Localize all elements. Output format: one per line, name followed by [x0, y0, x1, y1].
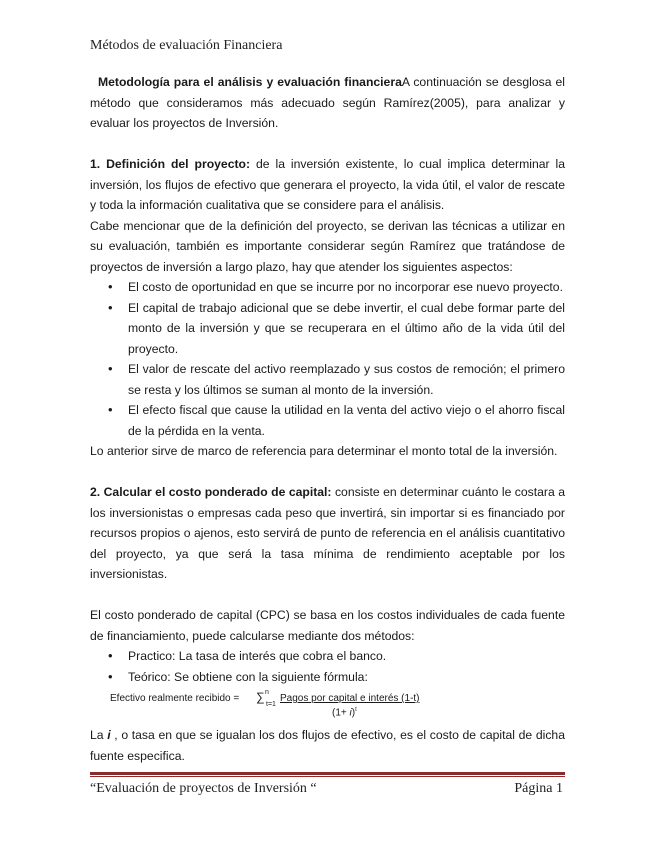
section2-heading: 2. Calcular el costo ponderado de capital: — [90, 485, 332, 499]
formula-denominator — [332, 700, 357, 724]
document-body — [90, 72, 565, 766]
section1-text: de la inversión existente, lo cual implica determinar la inversión, los flujos de efectivo que generara el proyecto, la vida útil, el valor de rescate y toda la información cualitativa que se considere para el análisis. — [90, 157, 566, 212]
list-item: • El valor de rescate del activo reemplazado y sus costos de remoción; el primero se resta y los últimos se suman al monto de la inversión. — [90, 359, 565, 400]
final-prefix: La — [90, 728, 108, 742]
sigma-upper-limit: n — [265, 689, 269, 696]
intro-heading: Metodología para el análisis y evaluación financiera — [98, 75, 402, 89]
list-item: • El costo de oportunidad en que se incurre por no incorporar ese nuevo proyecto. — [90, 277, 565, 298]
final-text: , o tasa en que se igualan los dos flujos de efectivo, es el costo de capital de dicha fuente especifica. — [90, 728, 565, 763]
section1-heading: 1. Definición del proyecto: — [90, 157, 251, 171]
section2-final-paragraph — [90, 725, 565, 766]
list-item: • Practico: La tasa de interés que cobra el banco. — [90, 646, 565, 667]
list-item: • Teórico: Se obtiene con la siguiente fórmula: — [90, 667, 565, 688]
section1-para2: Cabe mencionar que de la definición del proyecto, se derivan las técnicas a utilizar en su evaluación, también es importante considerar según Ramírez que tratándose de proyectos de inversión a largo plazo, hay que atender los siguientes aspectos: — [90, 218, 565, 274]
formula-label: Efectivo realmente recibido = — [110, 693, 240, 704]
formula-numerator: Pagos por capital e interés (1-t) — [280, 693, 420, 704]
denominator-close: ) — [351, 707, 356, 719]
page-header: Métodos de evaluación Financiera — [90, 38, 283, 53]
list-item: • El efecto fiscal que cause la utilidad en la venta del activo viejo o el ahorro fiscal de la pérdida en la venta. — [90, 400, 565, 441]
section2-para2: El costo ponderado de capital (CPC) se basa en los costos individuales de cada fuente de financiamiento, puede calcularse mediante dos métodos: — [90, 608, 565, 643]
sigma-lower-limit: t=1 — [266, 701, 276, 708]
section1-bullet-list — [90, 277, 565, 441]
section2-text: consiste en determinar cuánto le costara a los inversionistas o empresas cada peso que invertirá, sin importar si es financiado por recursos propios o ajenos, esto servirá de punto de referencia en el análisis cuantitativo del proyecto, ya que será la tasa mínima de rendimiento aceptable por los inversionistas. — [90, 485, 565, 581]
section2-bullet-list — [90, 646, 565, 687]
section1-paragraph — [90, 154, 565, 216]
denominator-variable: i — [349, 707, 352, 719]
footer-rule-thick — [90, 772, 565, 775]
footer-rule-thin — [90, 776, 565, 777]
intro-paragraph — [90, 72, 565, 134]
footer-title: “Evaluación de proyectos de Inversión “ — [90, 781, 317, 796]
section2-paragraph — [90, 482, 565, 585]
sigma-symbol: ∑ — [256, 690, 265, 704]
list-item: • El capital de trabajo adicional que se debe invertir, el cual debe formar parte del monto de la inversión y que se recuperara en el último año de la vida útil del proyecto. — [90, 298, 565, 360]
final-variable: i — [107, 728, 111, 742]
formula — [110, 687, 565, 719]
page-number: Página 1 — [514, 781, 563, 796]
denominator-base: (1+ — [332, 707, 350, 719]
intro-text: A continuación se desglosa el método que consideramos más adecuado según Ramírez(2005), para analizar y evaluar los proyectos de Inversión. — [90, 75, 565, 130]
denominator-exponent: t — [355, 707, 357, 713]
section1-closing: Lo anterior sirve de marco de referencia para determinar el monto total de la inversión. — [90, 444, 558, 458]
